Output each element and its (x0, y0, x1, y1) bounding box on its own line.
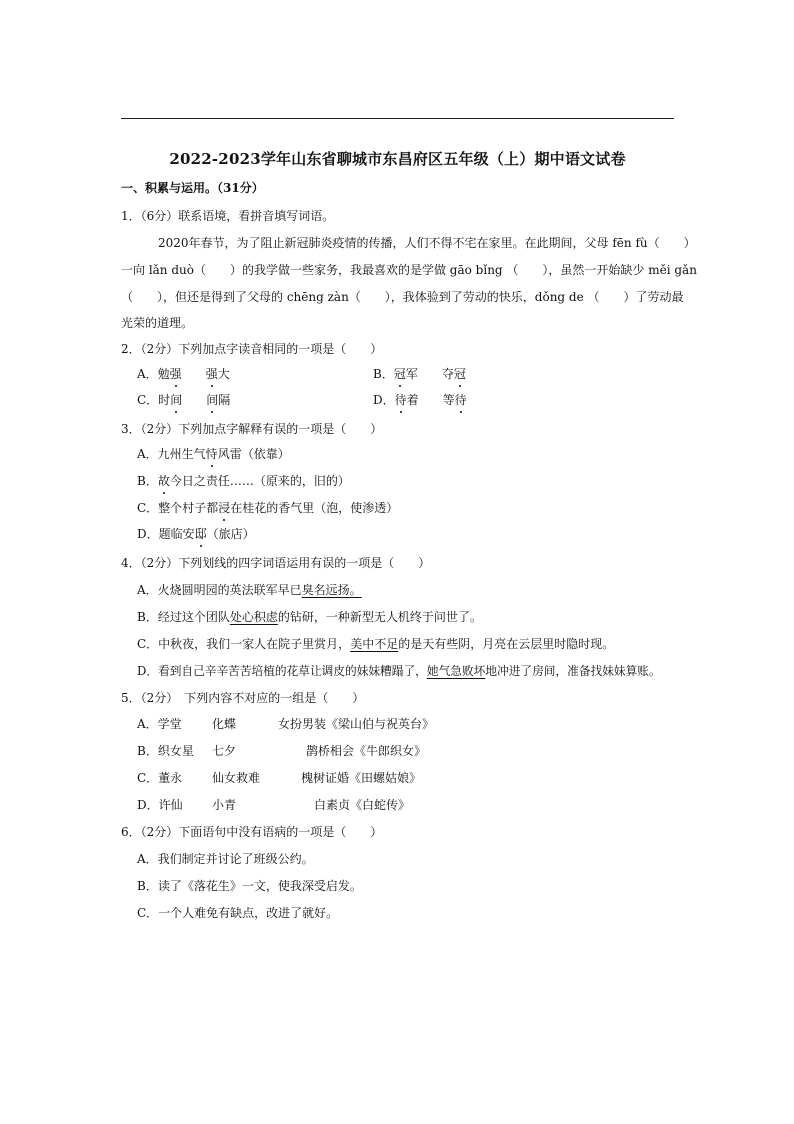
option-text: C．时 (137, 393, 171, 407)
question-3-option-a (137, 446, 290, 462)
option-text: C．中秋夜，我们一家人在院子里赏月， (137, 637, 351, 651)
underlined-phrase: 她气急败坏 (426, 664, 486, 678)
dotted-char: 强 (205, 367, 218, 381)
dotted-char: 待 (454, 393, 467, 407)
option-text: （旅店） (206, 527, 255, 541)
underlined-phrase: 臭名远扬。 (301, 583, 362, 597)
question-5-option-c-col-3: 槐树证婚《田螺姑娘》 (301, 771, 422, 785)
question-3-option-b (137, 473, 350, 489)
option-text (182, 393, 206, 407)
question-2-option-d (373, 392, 467, 408)
question-4-stem: 4．（2分）下列划线的四字词语运用有误的一项是（ ） (121, 556, 431, 570)
option-text (182, 367, 206, 381)
underlined-phrase: 美中不足 (350, 637, 399, 651)
dotted-char: 邸 (194, 527, 207, 541)
question-6-stem: 6．（2分）下面语句中没有语病的一项是（ ） (121, 825, 383, 839)
exam-title: 2022-2023学年山东省聊城市东昌府区五年级（上）期中语文试卷 (169, 150, 626, 168)
question-4-option-d (137, 663, 661, 679)
option-text: D．看到自己辛辛苦苦培植的花草让调皮的妹妹糟蹋了， (137, 664, 427, 678)
option-text: A．火烧圆明园的英法联军早已 (137, 583, 302, 597)
question-5-option-a-col-2: 化蝶 (212, 717, 237, 731)
question-4-option-c (137, 636, 614, 652)
dotted-char: 间 (206, 393, 219, 407)
dotted-char: 恃 (205, 447, 218, 461)
option-text: A．勉 (137, 367, 170, 381)
question-6-option-b: B．读了《落花生》一文，使我深受启发。 (137, 879, 362, 893)
dotted-char: 故 (157, 474, 170, 488)
option-text: 在桂花的香气里（泡，使渗透） (230, 501, 399, 515)
question-1-passage-line-1: 2020年春节，为了阻止新冠肺炎疫情的传播，人们不得不宅在家里。在此期间，父母 fēn fù（ ） (158, 236, 696, 250)
option-text: B． (373, 367, 394, 381)
header-rule (121, 118, 674, 119)
question-2-stem: 2．（2分）下列加点字读音相同的一项是（ ） (121, 342, 383, 356)
option-text: 今日之责任……（原来的，旧的） (169, 474, 350, 488)
option-text: 军 夺 (405, 367, 454, 381)
question-1-passage-line-4: 光荣的道理。 (121, 316, 194, 330)
option-text: C．整个村子都 (137, 501, 219, 515)
option-text: 风雷（依靠） (217, 447, 290, 461)
question-4-option-b (137, 609, 482, 625)
question-6-option-a: A．我们制定并讨论了班级公约。 (137, 852, 314, 866)
option-text: 地冲进了房间，准备找妹妹算账。 (485, 664, 661, 678)
dotted-char: 冠 (393, 367, 406, 381)
section-heading: 一、积累与运用。（31分） (121, 181, 264, 195)
dotted-char: 强 (169, 367, 182, 381)
question-1-passage-line-3: （ ），但还是得到了父母的 chēng zàn（ ），我体验到了劳动的快乐，dǒng de （ ）了劳动最 (121, 290, 684, 304)
option-text: 隔 (218, 393, 231, 407)
option-text: D． (373, 393, 395, 407)
question-5-stem: 5．（2分） 下列内容不对应的一组是（ ） (121, 691, 365, 705)
question-5-option-b-col-1: B．织女星 (137, 744, 194, 758)
option-text: 着 等 (406, 393, 455, 407)
question-5-option-d-col-1: D．许仙 (137, 798, 183, 812)
question-5-option-a-col-3: 女扮男装《梁山伯与祝英台》 (278, 717, 435, 731)
question-1-stem: 1．（6分）联系语境，看拼音填写词语。 (121, 209, 335, 223)
question-1-passage-line-2: 一向 lǎn duò（ ）的我学做一些家务，我最喜欢的是学做 gāo bǐng （ ），虽然一开始缺少 měi gǎn (121, 263, 697, 277)
option-text: A．九州生气 (137, 447, 206, 461)
question-3-option-c (137, 500, 398, 516)
question-2-option-c (137, 392, 230, 408)
question-6-option-c: C．一个人难免有缺点，改进了就好。 (137, 906, 339, 920)
question-2-option-b (373, 366, 466, 382)
question-5-option-b-col-2: 七夕 (212, 744, 237, 758)
option-text: 大 (217, 367, 230, 381)
question-5-option-d-col-2: 小青 (212, 798, 237, 812)
option-text: 的是天有些阴，月亮在云层里时隐时现。 (398, 637, 615, 651)
question-5-option-c-col-2: 仙女救难 (212, 771, 261, 785)
option-text: 的钻研，一种新型无人机终于问世了。 (277, 610, 482, 624)
option-text: D．题临安 (137, 527, 195, 541)
option-text: B． (137, 474, 158, 488)
dotted-char: 间 (170, 393, 183, 407)
underlined-phrase: 处心积虑 (229, 610, 278, 624)
question-2-option-a (137, 366, 230, 382)
option-text: B．经过这个团队 (137, 610, 230, 624)
dotted-char: 冠 (453, 367, 466, 381)
question-5-option-c-col-1: C．董永 (137, 771, 183, 785)
question-5-option-a-col-1: A．学堂 (137, 717, 182, 731)
dotted-char: 浸 (218, 501, 231, 515)
question-4-option-a (137, 582, 362, 598)
question-5-option-b-col-3: 鹊桥相会《牛郎织女》 (306, 744, 427, 758)
question-3-option-d (137, 526, 255, 542)
dotted-char: 待 (394, 393, 407, 407)
question-3-stem: 3．（2分）下列加点字解释有误的一项是（ ） (121, 422, 383, 436)
question-5-option-d-col-3: 白素贞《白蛇传》 (314, 798, 411, 812)
